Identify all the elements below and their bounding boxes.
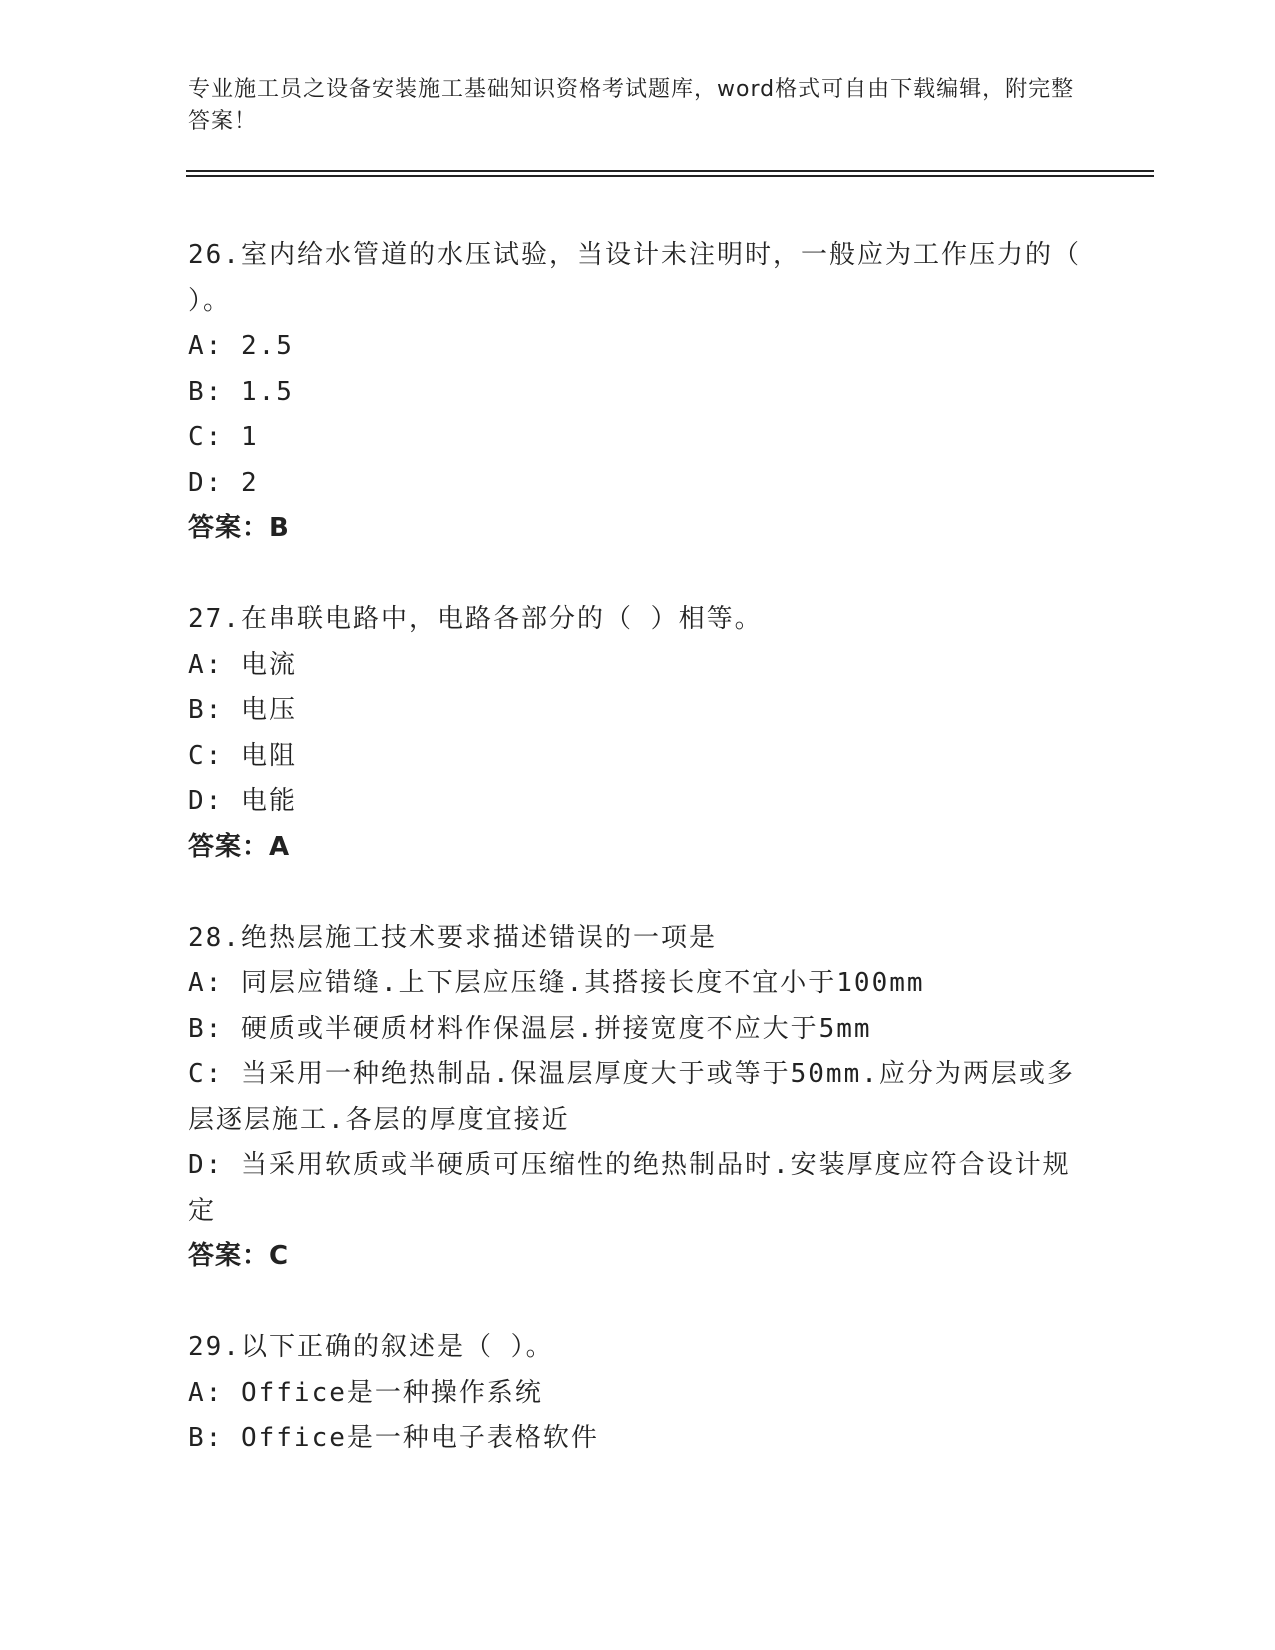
answer-label: 答案： [188,831,270,862]
document-header [188,74,1088,138]
question-list [188,233,1088,1507]
option-d: D: 当采用软质或半硬质可压缩性的绝热制品时.安装厚度应符合设计规定 [188,1150,1071,1226]
question-stem: 29.以下正确的叙述是（ ）。 [188,1332,554,1362]
question-29 [188,1325,1088,1462]
answer-label: 答案： [188,1241,270,1271]
option-c: C: 电阻 [188,740,297,771]
option-a: A: Office是一种操作系统 [188,1377,543,1408]
question-26 [188,233,1088,552]
option-b: B: Office是一种电子表格软件 [188,1423,599,1453]
header-text: 专业施工员之设备安装施工基础知识资格考试题库，word格式可自由下载编辑，附完整答案！ [188,77,1075,134]
option-c: C: 1 [188,422,259,452]
answer-line [188,506,1088,552]
answer-value: B [269,513,290,543]
option-b: B: 1.5 [188,376,294,407]
option-d: D: 2 [188,467,259,498]
answer-value: A [269,831,291,862]
option-c: C: 当采用一种绝热制品.保温层厚度大于或等于50mm.应分为两层或多层逐层施工.各层的厚度宜接近 [188,1059,1075,1135]
answer-label: 答案： [188,513,270,543]
question-stem: 28.绝热层施工技术要求描述错误的一项是 [188,922,717,953]
option-b: B: 电压 [188,695,297,725]
option-d: D: 电能 [188,786,297,816]
question-27 [188,597,1088,870]
answer-line [188,1234,1088,1280]
question-stem: 26.室内给水管道的水压试验，当设计未注明时，一般应为工作压力的（ ）。 [188,240,1081,316]
header-rule-top [186,170,1154,172]
option-a: A: 2.5 [188,331,294,361]
answer-line [188,825,1088,871]
question-28 [188,916,1088,1280]
question-stem: 27.在串联电路中，电路各部分的（ ）相等。 [188,604,763,634]
answer-value: C [269,1241,290,1271]
option-a: A: 同层应错缝.上下层应压缝.其搭接长度不宜小于100mm [188,968,925,998]
option-b: B: 硬质或半硬质材料作保温层.拼接宽度不应大于5mm [188,1013,872,1044]
option-a: A: 电流 [188,649,297,680]
header-rule-bottom [186,175,1154,177]
